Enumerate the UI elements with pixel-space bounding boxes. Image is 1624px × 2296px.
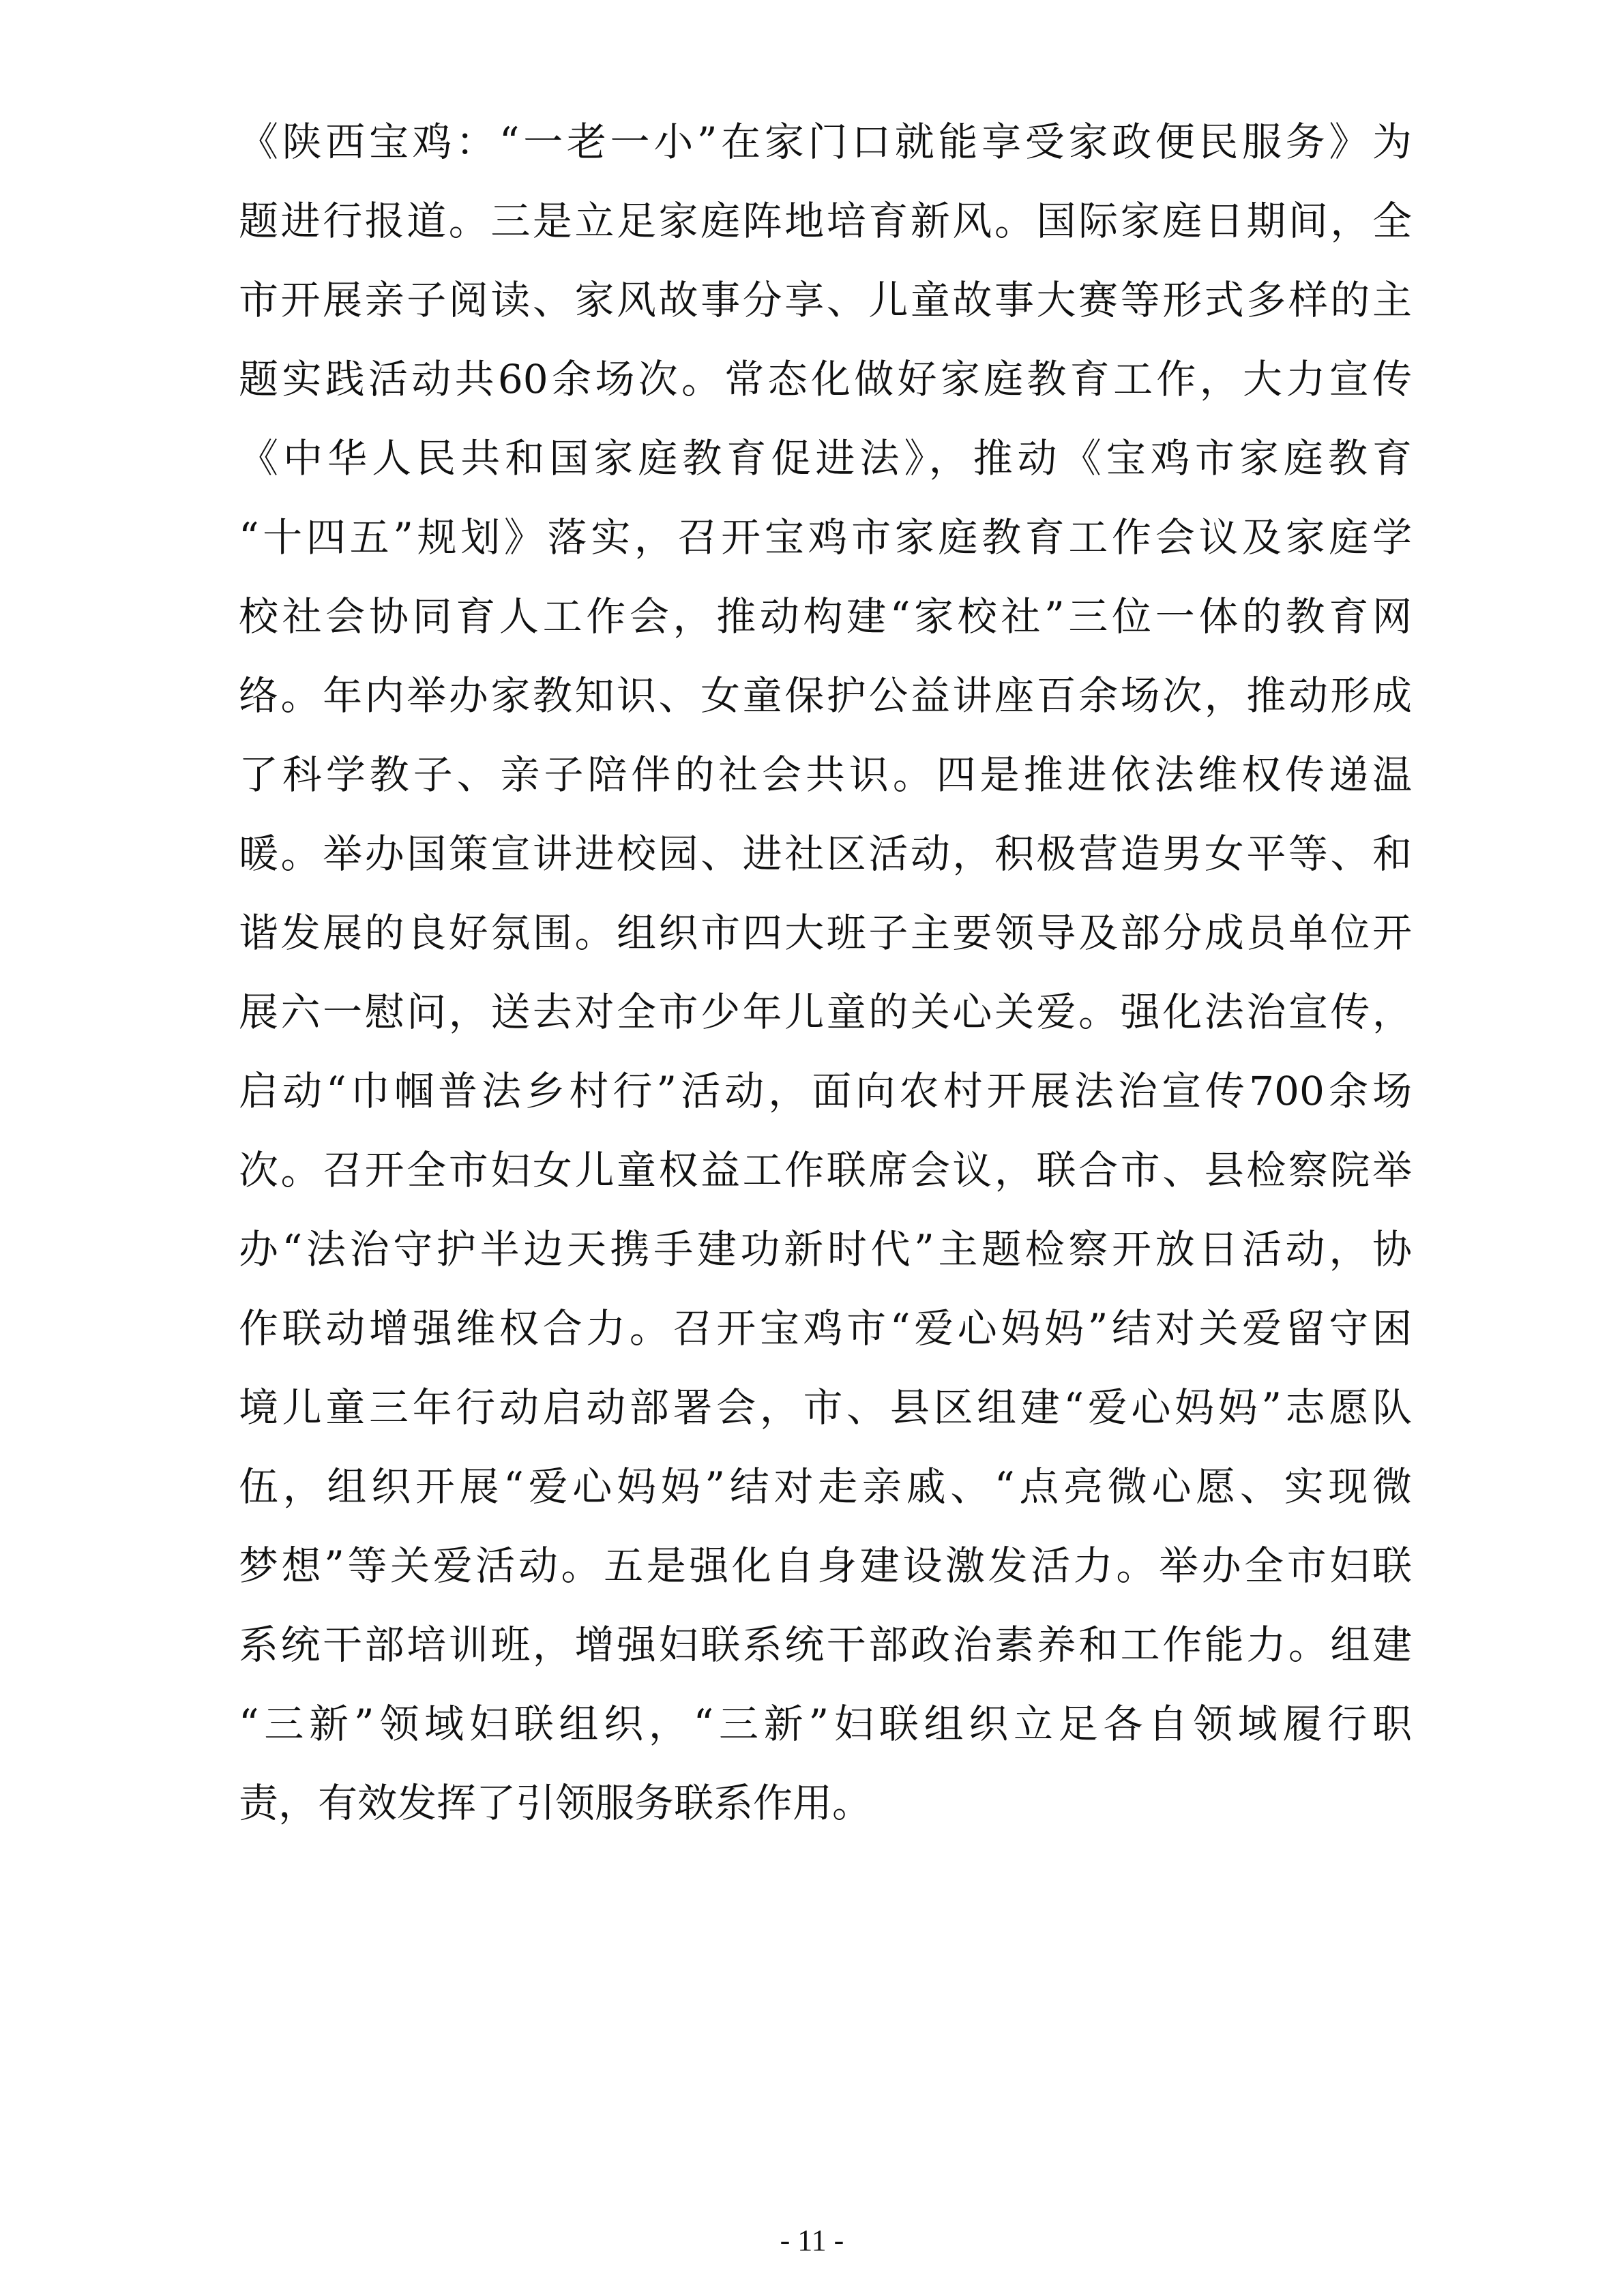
text-line: 梦想”等关爱活动。五是强化自身建设激发活力。举办全市妇联	[239, 1542, 1412, 1589]
text-line: 次。召开全市妇女儿童权益工作联席会议，联合市、县检察院举	[239, 1147, 1412, 1193]
text-line: 市开展亲子阅读、家风故事分享、儿童故事大赛等形式多样的主	[239, 277, 1412, 323]
text-line: 了科学教子、亲子陪伴的社会共识。四是推进依法维权传递温	[239, 751, 1412, 798]
text-line: 谐发展的良好氛围。组织市四大班子主要领导及部分成员单位开	[239, 910, 1412, 956]
text-line: 《陕西宝鸡：“一老一小”在家门口就能享受家政便民服务》为	[239, 119, 1412, 165]
text-line: 展六一慰问，送去对全市少年儿童的关心关爱。强化法治宣传，	[239, 989, 1412, 1035]
text-line: 络。年内举办家教知识、女童保护公益讲座百余场次，推动形成	[239, 672, 1412, 719]
text-line: 题实践活动共60余场次。常态化做好家庭教育工作，大力宣传	[239, 356, 1412, 402]
text-line: 伍，组织开展“爱心妈妈”结对走亲戚、“点亮微心愿、实现微	[239, 1463, 1412, 1510]
text-line: 境儿童三年行动启动部署会，市、县区组建“爱心妈妈”志愿队	[239, 1384, 1412, 1431]
text-line: 系统干部培训班，增强妇联系统干部政治素养和工作能力。组建	[239, 1622, 1412, 1668]
text-line: 暖。举办国策宣讲进校园、进社区活动，积极营造男女平等、和	[239, 831, 1412, 877]
text-line: 作联动增强维权合力。召开宝鸡市“爱心妈妈”结对关爱留守困	[239, 1305, 1412, 1352]
text-line: “十四五”规划》落实，召开宝鸡市家庭教育工作会议及家庭学	[239, 514, 1412, 561]
text-line: 《中华人民共和国家庭教育促进法》，推动《宝鸡市家庭教育	[239, 435, 1412, 481]
text-line: 启动“巾帼普法乡村行”活动，面向农村开展法治宣传700余场	[239, 1068, 1412, 1114]
text-line: 办“法治守护半边天携手建功新时代”主题检察开放日活动，协	[239, 1226, 1412, 1272]
page-number: - 11 -	[780, 2224, 844, 2257]
text-line: 校社会协同育人工作会，推动构建“家校社”三位一体的教育网	[239, 593, 1412, 640]
body-paragraph	[239, 102, 1412, 1843]
text-line: 责，有效发挥了引领服务联系作用。	[239, 1780, 872, 1826]
text-line: 题进行报道。三是立足家庭阵地培育新风。国际家庭日期间，全	[239, 198, 1412, 244]
text-line: “三新”领域妇联组织，“三新”妇联组织立足各自领域履行职	[239, 1701, 1412, 1747]
